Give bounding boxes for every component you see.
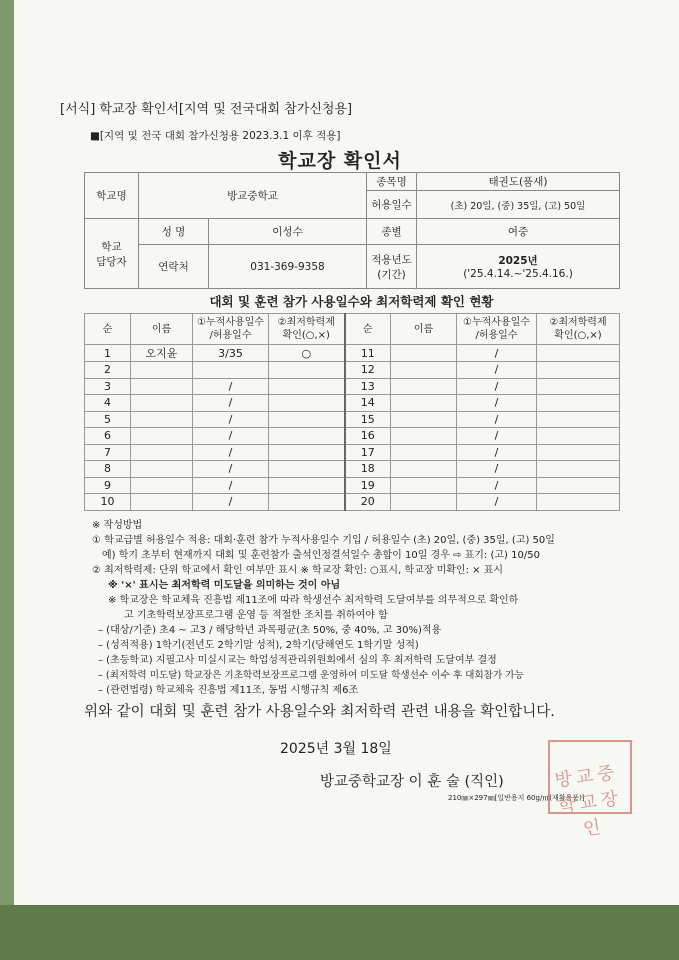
row-name <box>131 461 193 478</box>
col-no-left: 순 <box>85 314 131 345</box>
table-row <box>85 378 620 395</box>
row-days: / <box>193 378 269 395</box>
table-row <box>85 362 620 379</box>
row-no: 12 <box>345 362 391 379</box>
seal-text: 방교중학교장인 <box>553 761 624 841</box>
form-title: [서식] 학교장 확인서[지역 및 전국대회 참가신청용] <box>60 102 353 117</box>
row-check <box>269 378 345 395</box>
note-line: – (대상/기준) 초4 ~ 고3 / 해당학년 과목평균(초 50%, 중 40%, 고 30%)적용 <box>98 625 442 636</box>
col-name-left: 이름 <box>131 314 193 345</box>
row-days: / <box>457 345 537 362</box>
year-value-cell <box>417 245 620 289</box>
contact-label: 연락처 <box>139 245 209 289</box>
row-no: 5 <box>85 411 131 428</box>
name-value: 이성수 <box>209 219 367 245</box>
note-line: 예) 학기 초부터 현재까지 대회 및 훈련참가 출석인정결석일수 총합이 10일 경우 ⇨ 표기: (고) 10/50 <box>102 550 540 561</box>
row-days: / <box>457 494 537 511</box>
row-days: / <box>457 378 537 395</box>
row-check <box>537 395 620 412</box>
col-name-right: 이름 <box>391 314 457 345</box>
col-check-right-2: 확인(○,×) <box>554 330 602 341</box>
closing-statement: 위와 같이 대회 및 훈련 참가 사용일수와 최저학력 관련 내용을 확인합니다. <box>84 704 555 720</box>
note-header: ※ 작성방법 <box>92 520 143 531</box>
note-line: ① 학교급별 허용일수 적용: 대회·훈련 참가 누적사용일수 기입 / 허용일수 (초) 20일, (중) 35일, (고) 50일 <box>92 535 555 546</box>
note-line: ※ '×' 표시는 최저학력 미도달을 의미하는 것이 아님 <box>108 580 341 591</box>
row-days: / <box>193 428 269 445</box>
status-table <box>84 313 620 511</box>
row-days: / <box>457 362 537 379</box>
apply-note: ■[지역 및 전국 대회 참가신청용 2023.3.1 이후 적용] <box>90 130 341 142</box>
col-days-right-1: ①누적사용일수 <box>463 317 530 328</box>
row-no: 13 <box>345 378 391 395</box>
row-no: 6 <box>85 428 131 445</box>
official-seal <box>548 740 632 841</box>
period-value: ('25.4.14.~'25.4.16.) <box>463 268 573 280</box>
row-check <box>537 428 620 445</box>
manager-label-2: 담당자 <box>96 255 127 268</box>
col-days-left-2: /허용일수 <box>209 330 252 341</box>
year-label-1: 적용년도 <box>371 253 412 266</box>
row-no: 4 <box>85 395 131 412</box>
row-days: / <box>457 461 537 478</box>
row-check <box>537 345 620 362</box>
row-days: / <box>457 395 537 412</box>
row-check <box>537 362 620 379</box>
col-days-right <box>457 314 537 345</box>
manager-label-1: 학교 <box>101 240 122 253</box>
col-days-left-1: ①누적사용일수 <box>197 317 264 328</box>
row-no: 9 <box>85 477 131 494</box>
row-days: 3/35 <box>193 345 269 362</box>
issue-date: 2025년 3월 18일 <box>280 741 392 757</box>
row-name <box>131 411 193 428</box>
page-title: 학교장 확인서 <box>278 150 402 172</box>
row-name <box>131 494 193 511</box>
row-check <box>269 494 345 511</box>
row-no: 1 <box>85 345 131 362</box>
note-line: – (최저학력 미도달) 학교장은 기초학력보장프로그램 운영하여 미도달 학생선수 이수 후 대회참가 가능 <box>98 670 524 681</box>
col-check-left-1: ②최저학력제 <box>277 317 335 328</box>
table-row <box>85 428 620 445</box>
col-check-left-2: 확인(○,×) <box>282 330 330 341</box>
row-no: 8 <box>85 461 131 478</box>
row-days: / <box>457 428 537 445</box>
col-check-left <box>269 314 345 345</box>
row-check <box>537 378 620 395</box>
row-check <box>269 411 345 428</box>
type-value: 여중 <box>417 219 620 245</box>
col-check-right <box>537 314 620 345</box>
row-name <box>131 362 193 379</box>
row-name <box>391 411 457 428</box>
row-check <box>537 461 620 478</box>
row-no: 2 <box>85 362 131 379</box>
col-no-right: 순 <box>345 314 391 345</box>
row-check <box>269 428 345 445</box>
event-label: 종목명 <box>367 173 417 191</box>
info-table <box>84 172 620 289</box>
row-name <box>391 461 457 478</box>
row-no: 11 <box>345 345 391 362</box>
row-days: / <box>457 411 537 428</box>
row-name <box>391 395 457 412</box>
col-check-right-1: ②최저학력제 <box>549 317 607 328</box>
year-label <box>367 245 417 289</box>
row-name <box>391 345 457 362</box>
row-no: 15 <box>345 411 391 428</box>
row-name <box>131 428 193 445</box>
row-name <box>131 378 193 395</box>
row-days: / <box>457 444 537 461</box>
row-check <box>537 411 620 428</box>
row-name <box>131 444 193 461</box>
row-check <box>269 444 345 461</box>
row-check: ○ <box>269 345 345 362</box>
row-name: 오지윤 <box>131 345 193 362</box>
event-value: 태권도(품새) <box>417 173 620 191</box>
row-check <box>537 444 620 461</box>
row-name <box>131 395 193 412</box>
row-no: 7 <box>85 444 131 461</box>
year-label-2: (기간) <box>377 268 406 281</box>
table-row <box>85 345 620 362</box>
row-days: / <box>457 477 537 494</box>
row-no: 10 <box>85 494 131 511</box>
col-days-left <box>193 314 269 345</box>
row-days: / <box>193 461 269 478</box>
row-no: 14 <box>345 395 391 412</box>
row-name <box>131 477 193 494</box>
note-line: – (초등학교) 지필고사 미실시교는 학업성적관리위원회에서 심의 후 최저학력 도달여부 결정 <box>98 655 497 666</box>
type-label: 종별 <box>367 219 417 245</box>
row-days: / <box>193 411 269 428</box>
row-no: 20 <box>345 494 391 511</box>
status-header-row <box>85 314 620 345</box>
note-line: – (관련법령) 학교체육 진흥법 제11조, 동법 시행규칙 제6조 <box>98 685 359 696</box>
row-days <box>193 362 269 379</box>
row-no: 16 <box>345 428 391 445</box>
school-value: 방교중학교 <box>139 173 367 219</box>
status-title: 대회 및 훈련 참가 사용일수와 최저학력제 확인 현황 <box>209 294 494 309</box>
row-name <box>391 494 457 511</box>
year-value: 2025년 <box>498 255 538 267</box>
principal-signature: 방교중학교장 이 훈 술 (직인) <box>320 774 504 790</box>
note-line: ※ 학교장은 학교체육 진흥법 제11조에 따라 학생선수 최저학력 도달여부를 의무적으로 확인하 <box>108 595 519 606</box>
manager-label <box>85 219 139 289</box>
name-label: 성 명 <box>139 219 209 245</box>
row-name <box>391 428 457 445</box>
row-name <box>391 378 457 395</box>
table-row <box>85 411 620 428</box>
col-days-right-2: /허용일수 <box>475 330 518 341</box>
row-days: / <box>193 395 269 412</box>
row-no: 3 <box>85 378 131 395</box>
row-check <box>269 461 345 478</box>
row-no: 17 <box>345 444 391 461</box>
row-no: 19 <box>345 477 391 494</box>
row-check <box>269 477 345 494</box>
table-row <box>85 395 620 412</box>
row-name <box>391 444 457 461</box>
row-days: / <box>193 477 269 494</box>
row-name <box>391 362 457 379</box>
table-row <box>85 494 620 511</box>
contact-value: 031-369-9358 <box>209 245 367 289</box>
row-check <box>269 395 345 412</box>
note-line: 고 기초학력보장프로그램 운영 등 적절한 조치를 취하여야 함 <box>124 610 388 621</box>
row-no: 18 <box>345 461 391 478</box>
paper-info: 210㎜×297㎜[일반용지 60g/㎡(재활용품)] <box>448 794 585 802</box>
table-row <box>85 477 620 494</box>
allowed-value: (초) 20일, (중) 35일, (고) 50일 <box>417 191 620 219</box>
table-row <box>85 461 620 478</box>
school-label: 학교명 <box>85 173 139 219</box>
allowed-label: 허용일수 <box>367 191 417 219</box>
row-check <box>269 362 345 379</box>
table-row <box>85 444 620 461</box>
row-check <box>537 477 620 494</box>
row-days: / <box>193 444 269 461</box>
note-line: – (성적적용) 1학기(전년도 2학기말 성적), 2학기(당해연도 1학기말 성적) <box>98 640 419 651</box>
row-days: / <box>193 494 269 511</box>
row-name <box>391 477 457 494</box>
row-check <box>537 494 620 511</box>
note-line: ② 최저학력제: 단위 학교에서 확인 여부만 표시 ※ 학교장 확인: ○표시, 학교장 미확인: × 표시 <box>92 565 504 576</box>
